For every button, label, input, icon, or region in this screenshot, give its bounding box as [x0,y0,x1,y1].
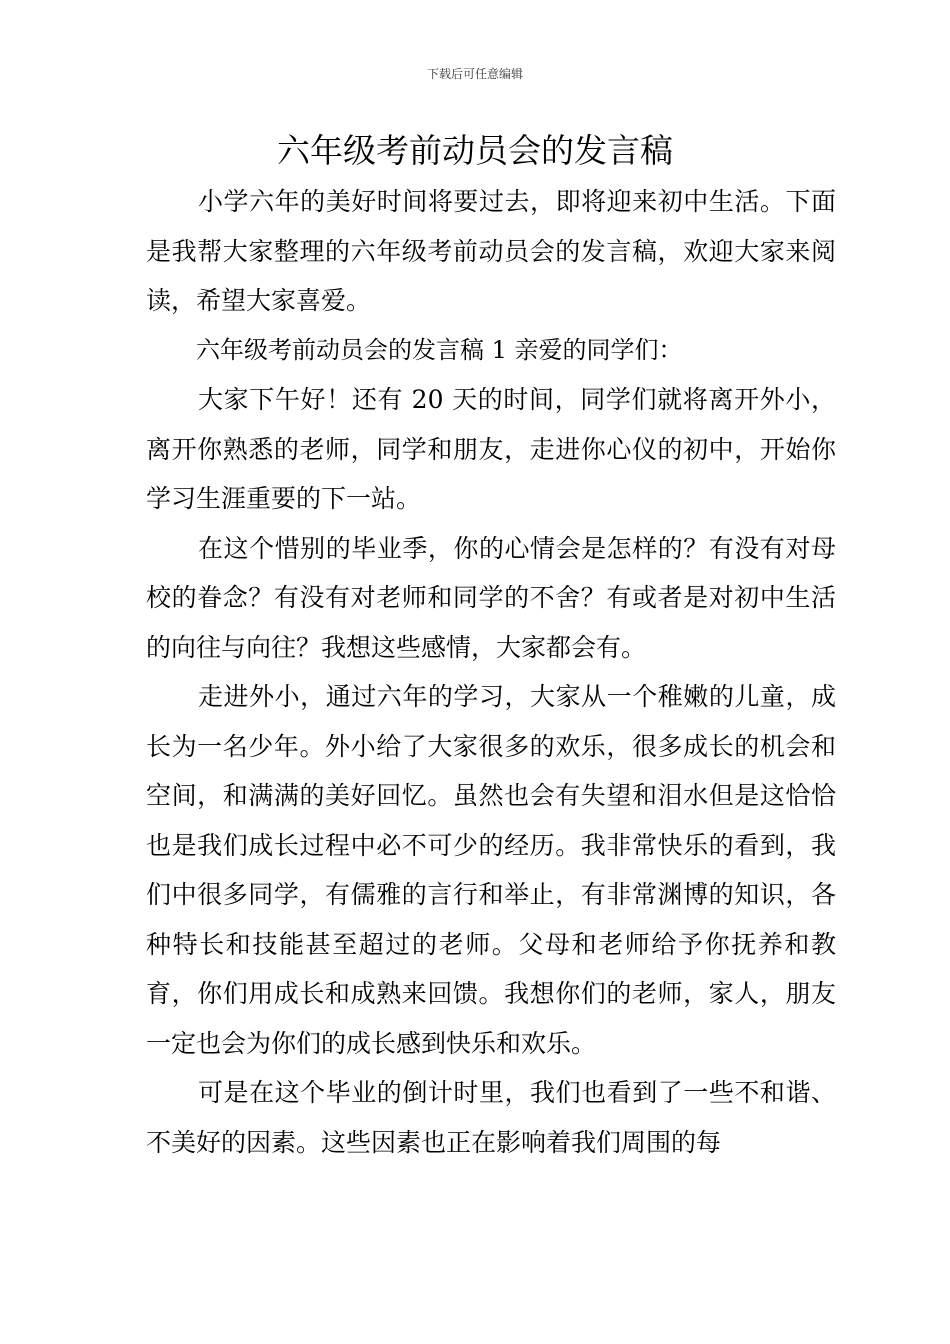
paragraph-countdown: 可是在这个毕业的倒计时里，我们也看到了一些不和谐、不美好的因素。这些因素也正在影响着我们周围的每 [146,1078,836,1157]
paragraph-intro: 小学六年的美好时间将要过去，即将迎来初中生活。下面是我帮大家整理的六年级考前动员会的发言稿，欢迎大家来阅读，希望大家喜爱。 [146,187,836,315]
document-body [146,177,836,1167]
paragraph-opening: 大家下午好！还有 20 天的时间，同学们就将离开外小，离开你熟悉的老师，同学和朋友，走进你心仪的初中，开始你学习生涯重要的下一站。 [146,385,836,513]
header-note: 下载后可任意编辑 [426,67,523,81]
paragraph-feelings: 在这个惜别的毕业季，你的心情会是怎样的？有没有对母校的眷念？有没有对老师和同学的不舍？有或者是对初中生活的向往与向往？我想这些感情，大家都会有。 [146,533,836,662]
paragraph-greeting: 六年级考前动员会的发言稿 1 亲爱的同学们： [196,335,683,364]
paragraph-growth: 走进外小，通过六年的学习，大家从一个稚嫩的儿童，成长为一名少年。外小给了大家很多的欢乐，很多成长的机会和空间，和满满的美好回忆。虽然也会有失望和泪水但是这恰恰也是我们成长过程中必不可少的经历。我非常快乐的看到，我们中很多同学，有儒雅的言行和举止，有非常渊博的知识，各种特长和技能甚至超过的老师。父母和老师给予你抚养和教育，你们用成长和成熟来回馈。我想你们的老师，家人，朋友一定也会为你们的成长感到快乐和欢乐。 [146,682,836,1058]
document-title: 六年级考前动员会的发言稿 [277,131,673,170]
